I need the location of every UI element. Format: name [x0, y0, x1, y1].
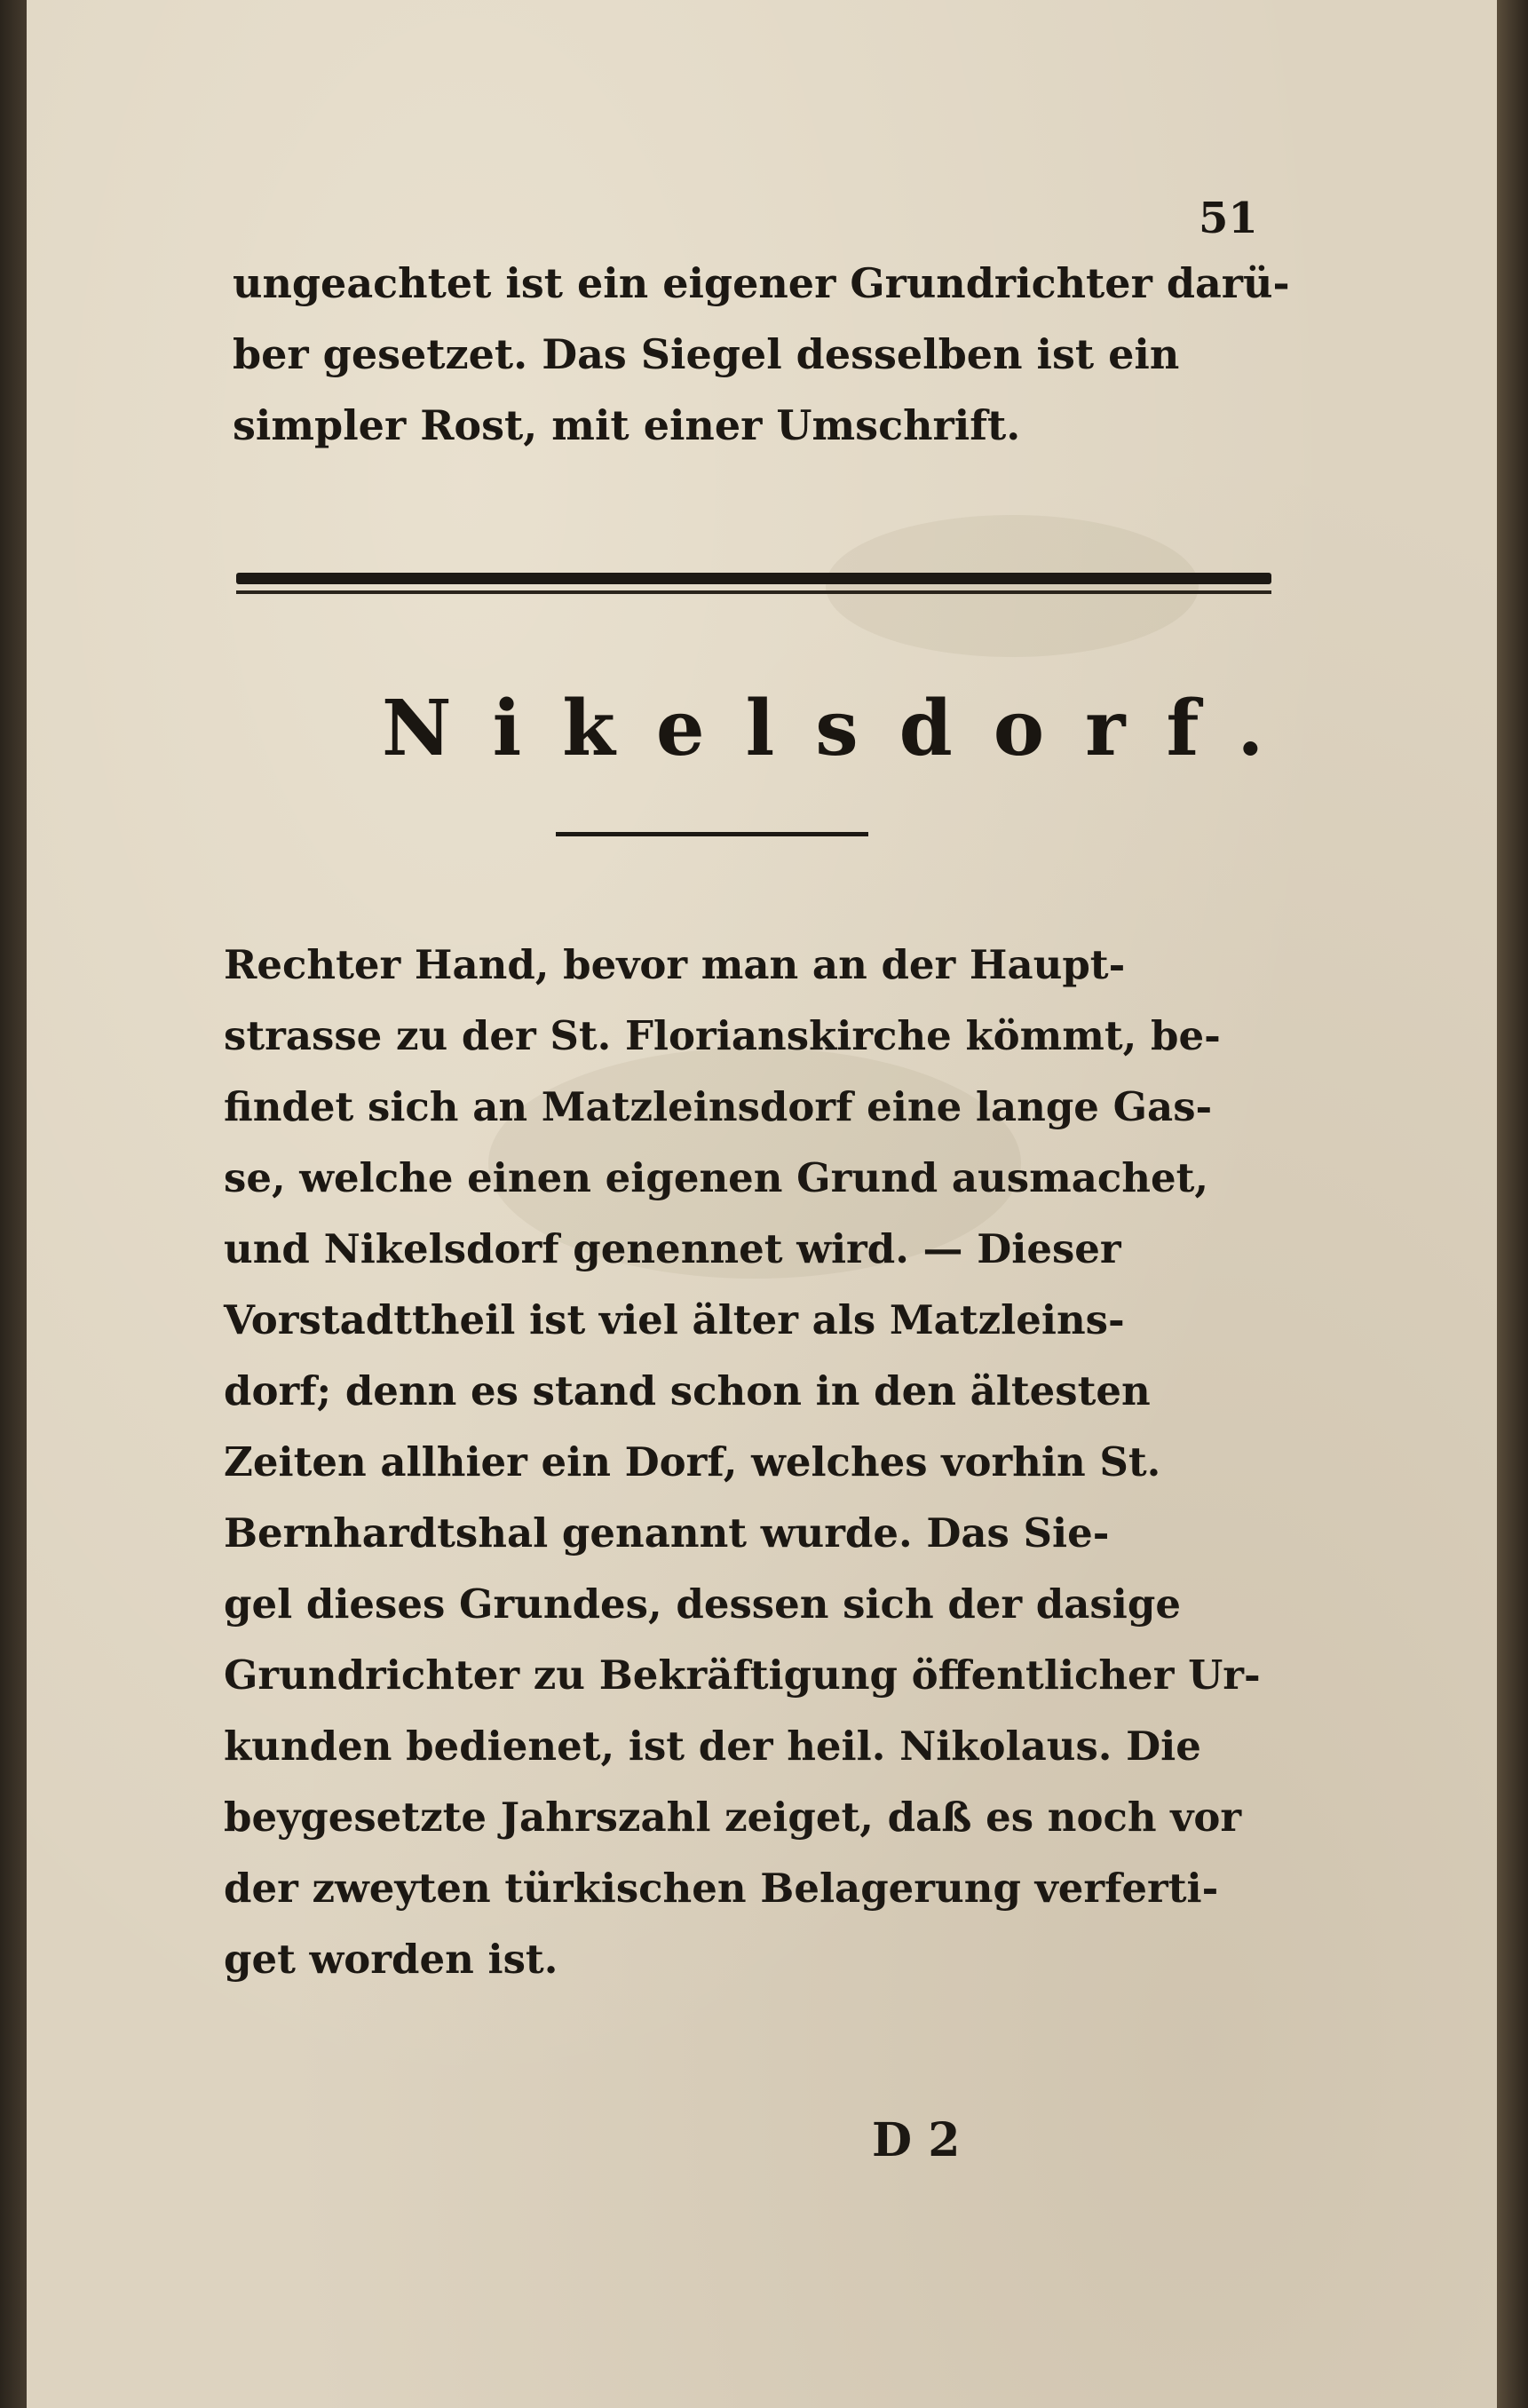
book-page	[27, 0, 1497, 2408]
text-line: se, welche einen eigenen Grund ausmachet,	[224, 1154, 1209, 1201]
text-line: und Nikelsdorf genennet wird. — Dieser	[224, 1225, 1121, 1272]
text-line: get worden ist.	[224, 1936, 558, 1983]
heading-underline	[556, 832, 868, 836]
section-heading: Nikelsdorf.	[382, 684, 1305, 773]
text-line: Rechter Hand, bevor man an der Haupt-	[224, 941, 1126, 988]
section-divider	[236, 573, 1271, 584]
text-line: Bernhardtshal genannt wurde. Das Sie-	[224, 1509, 1110, 1556]
text-line: findet sich an Matzleinsdorf eine lange Gas-	[224, 1083, 1213, 1130]
text-line: Zeiten allhier ein Dorf, welches vorhin St.	[224, 1438, 1161, 1485]
paper-stain	[826, 515, 1199, 657]
text-line: dorf; denn es stand schon in den ältesten	[224, 1367, 1151, 1414]
text-line: simpler Rost, mit einer Umschrift.	[233, 401, 1021, 449]
section-divider-thin	[236, 590, 1271, 594]
page-number: 51	[1199, 194, 1258, 243]
text-line: Grundrichter zu Bekräftigung öffentlicher Ur-	[224, 1652, 1261, 1699]
book-gutter	[0, 0, 27, 2408]
text-line: kunden bedienet, ist der heil. Nikolaus. Die	[224, 1723, 1201, 1770]
text-line: Vorstadttheil ist viel älter als Matzleins-	[224, 1296, 1125, 1343]
text-line: ber gesetzet. Das Siegel desselben ist ein	[233, 330, 1180, 378]
signature-mark: D 2	[872, 2113, 961, 2167]
text-line: ungeachtet ist ein eigener Grundrichter darü-	[233, 259, 1290, 307]
text-line: beygesetzte Jahrszahl zeiget, daß es noch vor	[224, 1794, 1242, 1841]
text-line: strasse zu der St. Florianskirche kömmt, be-	[224, 1012, 1221, 1059]
text-line: der zweyten türkischen Belagerung verferti-	[224, 1865, 1219, 1912]
page-edge	[1497, 0, 1528, 2408]
text-line: gel dieses Grundes, dessen sich der dasige	[224, 1580, 1181, 1628]
